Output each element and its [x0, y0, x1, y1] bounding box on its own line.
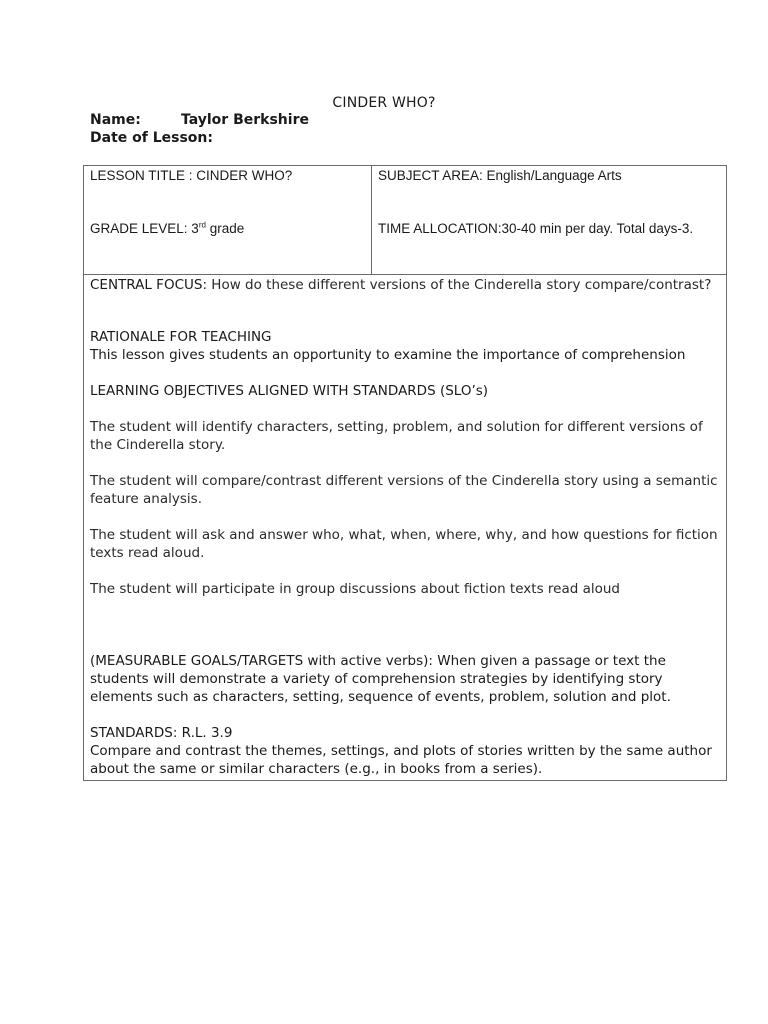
- standards-text: Compare and contrast the themes, settings, and plots of stories written by the same author about the same or similar characters (e.g., in books from a series).: [90, 743, 712, 777]
- time-allocation: TIME ALLOCATION:30-40 min per day. Total days-3.: [378, 221, 694, 236]
- objective-item: The student will participate in group discussions about fiction texts read aloud: [90, 581, 621, 597]
- rationale-heading: RATIONALE FOR TEACHING: [90, 329, 272, 345]
- lesson-plan-table: [83, 165, 727, 781]
- name-line: [90, 112, 309, 128]
- objective-item: The student will identify characters, setting, problem, and solution for different versions of the Cinderella story.: [90, 419, 703, 453]
- grade-level-suffix: grade: [205, 221, 245, 236]
- cell-bottom-spacer: [90, 778, 720, 780]
- grade-level-prefix: GRADE LEVEL: 3: [90, 221, 199, 236]
- grade-level: [90, 220, 365, 237]
- lesson-info-cell: [84, 166, 372, 274]
- name-value: Taylor Berkshire: [181, 112, 309, 128]
- central-focus: [90, 276, 720, 294]
- subject-area: SUBJECT AREA: English/Language Arts: [378, 168, 622, 183]
- objective-item: The student will ask and answer who, what, when, where, why, and how questions for fiction texts read aloud.: [90, 527, 718, 561]
- central-focus-text: How do these different versions of the Cinderella story compare/contrast?: [207, 277, 712, 293]
- objectives-heading: LEARNING OBJECTIVES ALIGNED WITH STANDARDS (SLO’s): [90, 383, 489, 399]
- date-line: [90, 130, 213, 146]
- central-focus-label: CENTRAL FOCUS:: [90, 277, 207, 293]
- document-title: CINDER WHO?: [332, 95, 436, 111]
- subject-info-cell: [372, 166, 726, 274]
- rationale-text: This lesson gives students an opportunity to examine the importance of comprehension: [90, 347, 686, 363]
- lesson-header-row: [84, 166, 726, 275]
- standards-heading: STANDARDS: R.L. 3.9: [90, 725, 233, 741]
- name-label: Name:: [90, 112, 141, 128]
- lesson-body-cell: [84, 276, 726, 780]
- measurable-goals: (MEASURABLE GOALS/TARGETS with active verbs): When given a passage or text the students will demonstrate a variety of comprehension strategies by identifying story elements such as characters, setting, sequence of events, problem, solution and plot.: [90, 653, 671, 705]
- objective-item: The student will compare/contrast different versions of the Cinderella story using a semantic feature analysis.: [90, 473, 718, 507]
- date-label: Date of Lesson:: [90, 130, 213, 146]
- grade-level-sup: rd: [198, 220, 206, 230]
- lesson-title: LESSON TITLE : CINDER WHO?: [90, 168, 293, 183]
